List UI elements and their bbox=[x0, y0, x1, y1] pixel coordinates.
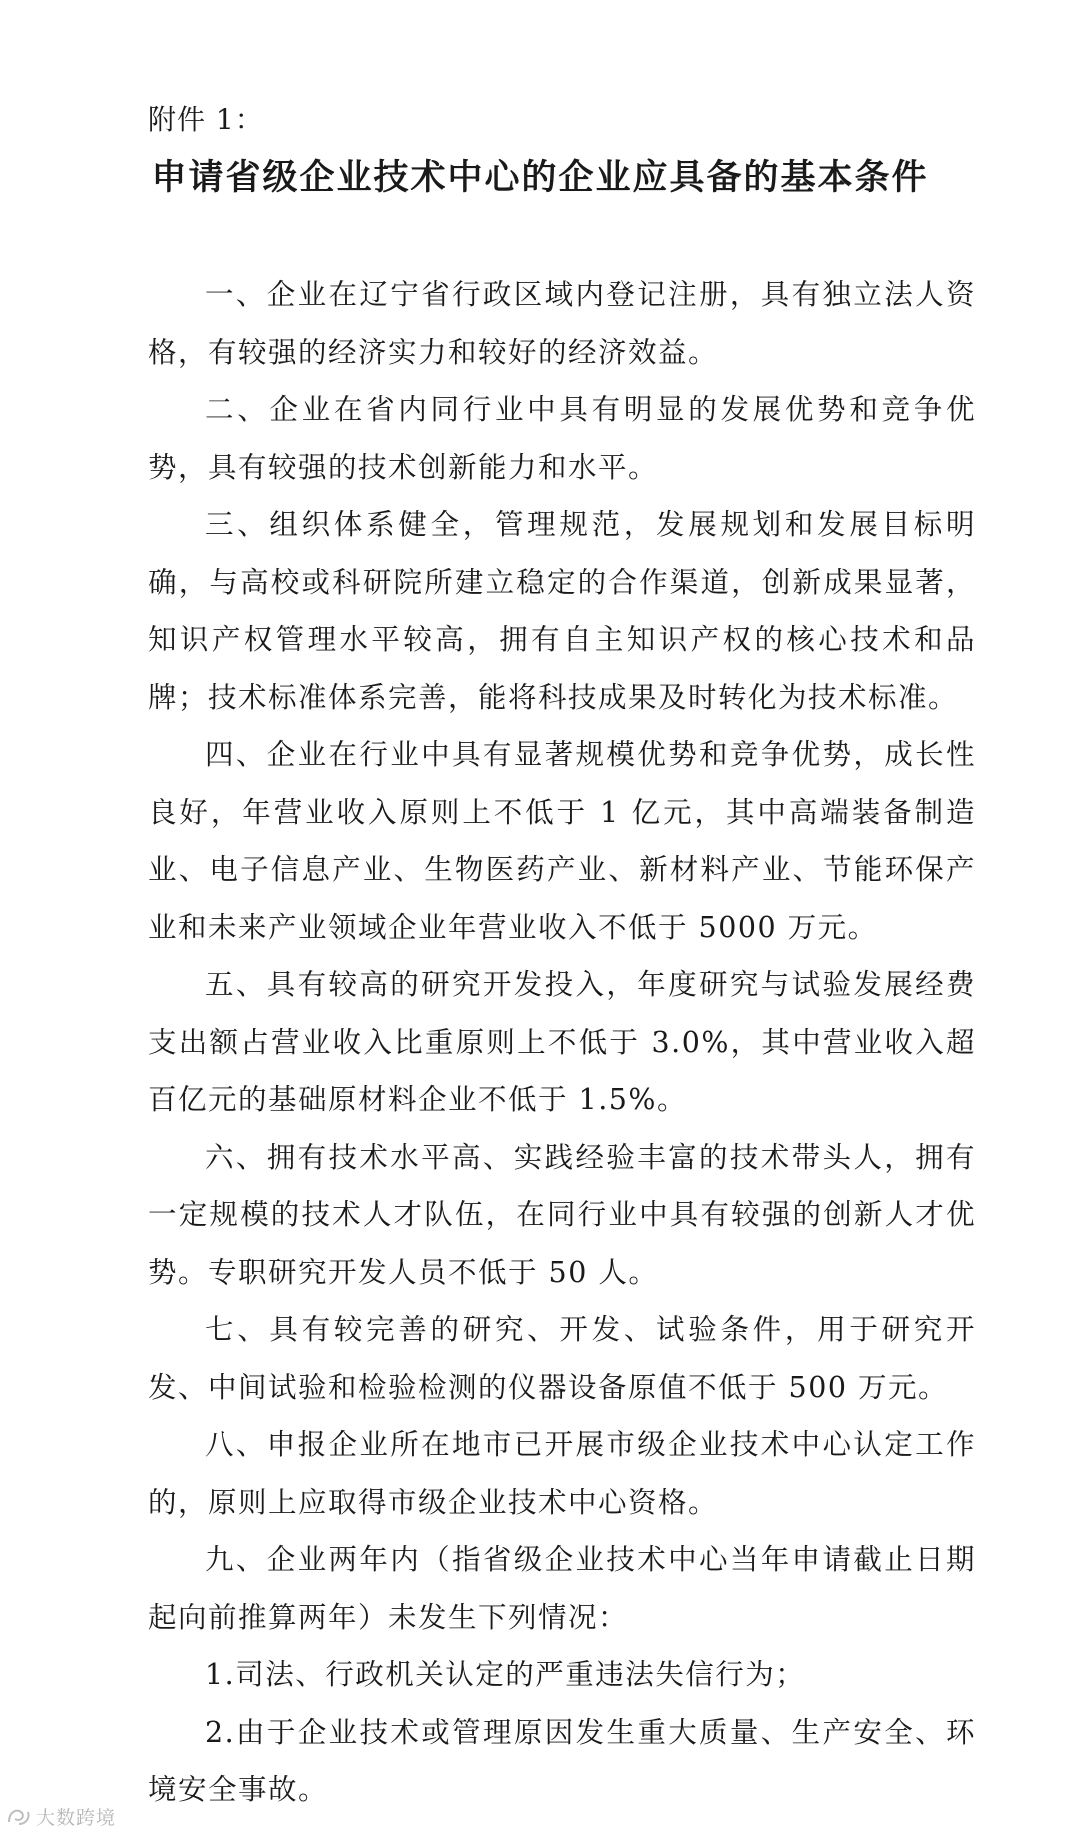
paragraph-9-item-2: 2.由于企业技术或管理原因发生重大质量、生产安全、环境安全事故。 bbox=[148, 1715, 976, 1806]
paragraph-6: 六、拥有技术水平高、实践经验丰富的技术带头人，拥有一定规模的技术人才队伍，在同行业中具有较强的创新人才优势。专职研究开发人员不低于 50 人。 bbox=[148, 1140, 976, 1289]
paragraph-2: 二、企业在省内同行业中具有明显的发展优势和竞争优势，具有较强的技术创新能力和水平。 bbox=[148, 393, 976, 484]
brand-logo-icon bbox=[6, 1805, 32, 1827]
paragraph-4: 四、企业在行业中具有显著规模优势和竞争优势，成长性良好，年营业收入原则上不低于 1 亿元，其中高端装备制造业、电子信息产业、生物医药产业、新材料产业、节能环保产业和未来产业领域企业年营业收入不低于 5000 万元。 bbox=[148, 738, 976, 944]
document-title: 申请省级企业技术中心的企业应具备的基本条件 bbox=[151, 157, 929, 198]
paragraph-7: 七、具有较完善的研究、开发、试验条件，用于研究开发、中间试验和检验检测的仪器设备原值不低于 500 万元。 bbox=[148, 1313, 976, 1404]
watermark-text: 大数跨境 bbox=[36, 1806, 117, 1829]
paragraph-3: 三、组织体系健全，管理规范，发展规划和发展目标明确，与高校或科研院所建立稳定的合作渠道，创新成果显著，知识产权管理水平较高，拥有自主知识产权的核心技术和品牌；技术标准体系完善，能将科技成果及时转化为技术标准。 bbox=[148, 508, 976, 714]
paragraph-9-item-1: 1.司法、行政机关认定的严重违法失信行为； bbox=[205, 1658, 806, 1691]
paragraph-8: 八、申报企业所在地市已开展市级企业技术中心认定工作的，原则上应取得市级企业技术中心资格。 bbox=[148, 1428, 976, 1519]
paragraph-9: 九、企业两年内（指省级企业技术中心当年申请截止日期起向前推算两年）未发生下列情况： bbox=[148, 1543, 976, 1634]
paragraph-1: 一、企业在辽宁省行政区域内登记注册，具有独立法人资格，有较强的经济实力和较好的经济效益。 bbox=[148, 278, 976, 369]
attachment-label: 附件 1： bbox=[148, 103, 264, 136]
paragraph-5: 五、具有较高的研究开发投入，年度研究与试验发展经费支出额占营业收入比重原则上不低于 3.0%，其中营业收入超百亿元的基础原材料企业不低于 1.5%。 bbox=[148, 968, 976, 1116]
document-body bbox=[148, 266, 976, 1819]
watermark bbox=[6, 1802, 116, 1830]
